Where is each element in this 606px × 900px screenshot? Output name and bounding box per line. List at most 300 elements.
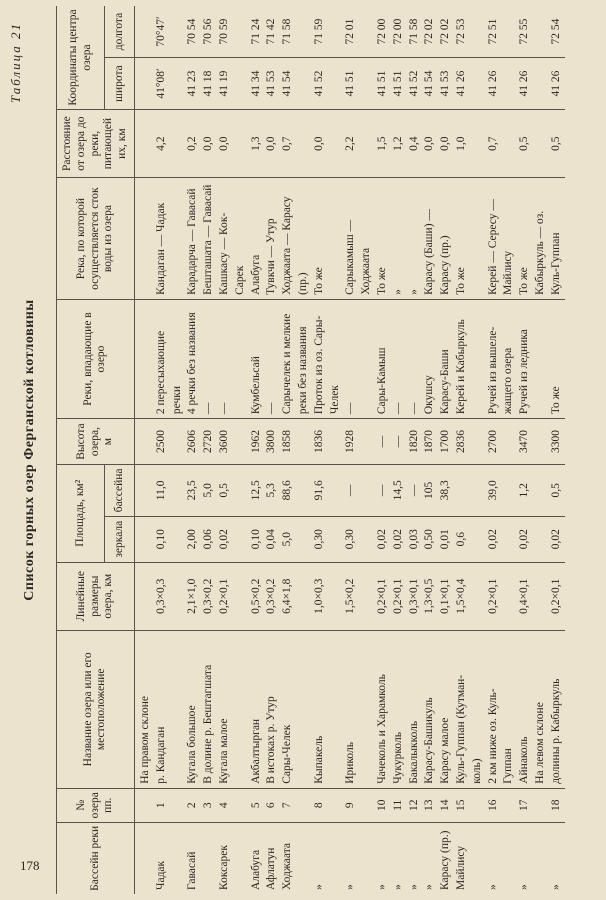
cell-height [296, 419, 312, 465]
cell-area-basin: 12,5 [249, 464, 265, 516]
cell-name: Кугала большое [185, 630, 201, 788]
cell-num: 18 [549, 788, 565, 822]
cell-name: Кыпакель [312, 630, 328, 788]
cell-basin: Майлису [454, 822, 470, 894]
cell-lat: 41 52 [407, 58, 423, 110]
cell-basin [533, 822, 549, 894]
cell-size [470, 562, 486, 630]
cell-lon [296, 6, 312, 58]
table-row [375, 6, 391, 894]
header-basin: Бассейн реки [57, 822, 135, 894]
cell-lon: 70°47′ [154, 6, 170, 58]
cell-inflow: — [407, 299, 423, 418]
cell-lat: 41 26 [549, 58, 565, 110]
cell-outflow: То же [517, 178, 533, 300]
cell-basin [201, 822, 217, 894]
cell-outflow: Сарек [233, 178, 249, 300]
cell-distance: 1,5 [375, 110, 391, 178]
cell-name: Айнаколь [517, 630, 533, 788]
cell-outflow: Кашкасу — Кок- [217, 178, 233, 300]
cell-basin: » [549, 822, 565, 894]
cell-distance [501, 110, 517, 178]
cell-size [233, 562, 249, 630]
table-title: Список горных озер Ферганской котловины [22, 299, 37, 601]
cell-lon: 72 01 [343, 6, 359, 58]
cell-area-mirror [470, 516, 486, 562]
table-row [154, 6, 170, 894]
cell-lon: 71 24 [249, 6, 265, 58]
cell-basin: » [375, 822, 391, 894]
cell-size: 0,2×0,1 [217, 562, 233, 630]
cell-num: 8 [312, 788, 328, 822]
table-row [438, 6, 454, 894]
cell-inflow: Сарычелек и мелкие [280, 299, 296, 418]
cell-num: 11 [391, 788, 407, 822]
cell-distance: 0,0 [438, 110, 454, 178]
cell-name: Ириколь [343, 630, 359, 788]
cell-height: 2500 [154, 419, 170, 465]
cell-distance: 0,0 [201, 110, 217, 178]
cell-size: 0,2×0,1 [486, 562, 502, 630]
cell-outflow: (пр.) [296, 178, 312, 300]
cell-basin: » [407, 822, 423, 894]
cell-lat [501, 58, 517, 110]
cell-lat [134, 58, 153, 110]
cell-lat: 41 18 [201, 58, 217, 110]
cell-name [233, 630, 249, 788]
page-number: 178 [20, 858, 40, 873]
cell-outflow [328, 178, 344, 300]
cell-basin: » [422, 822, 438, 894]
cell-outflow: Майлису [501, 178, 517, 300]
cell-num [359, 788, 375, 822]
lakes-table [56, 6, 565, 894]
cell-area-basin: — [343, 464, 359, 516]
cell-area-mirror: 0,30 [343, 516, 359, 562]
cell-name: р. Кандаган [154, 630, 170, 788]
cell-basin: » [343, 822, 359, 894]
table-row [517, 6, 533, 894]
cell-area-basin: 5,0 [201, 464, 217, 516]
cell-size: 0,1×0,1 [438, 562, 454, 630]
table-row [233, 6, 249, 894]
table-row [134, 6, 153, 894]
cell-name [170, 630, 186, 788]
cell-lat: 41 51 [343, 58, 359, 110]
cell-area-mirror: 0,03 [407, 516, 423, 562]
cell-inflow [359, 299, 375, 418]
cell-lat: 41°08′ [154, 58, 170, 110]
cell-inflow: — [264, 299, 280, 418]
cell-area-mirror [501, 516, 517, 562]
table-row [501, 6, 517, 894]
cell-distance: 0,0 [312, 110, 328, 178]
cell-lon: 72 00 [391, 6, 407, 58]
cell-num [233, 788, 249, 822]
cell-inflow: Карасу-Баши [438, 299, 454, 418]
table-row [185, 6, 201, 894]
cell-inflow [470, 299, 486, 418]
cell-name: В истоках р. Утур [264, 630, 280, 788]
cell-name: Акбалтырган [249, 630, 265, 788]
cell-distance [170, 110, 186, 178]
header-lat: широта [105, 58, 135, 110]
cell-size: 2,1×1,0 [185, 562, 201, 630]
cell-basin [233, 822, 249, 894]
table-row [359, 6, 375, 894]
cell-area-basin: 0,5 [217, 464, 233, 516]
cell-size [533, 562, 549, 630]
cell-inflow: То же [549, 299, 565, 418]
cell-num: 12 [407, 788, 423, 822]
cell-lat: 41 51 [375, 58, 391, 110]
cell-inflow: Ручей из вышеле- [486, 299, 502, 418]
cell-num [533, 788, 549, 822]
cell-size [501, 562, 517, 630]
cell-size: 0,2×0,1 [375, 562, 391, 630]
cell-basin [470, 822, 486, 894]
cell-height [328, 419, 344, 465]
cell-area-basin: 1,2 [517, 464, 533, 516]
cell-outflow: Керей — Сересу — [486, 178, 502, 300]
cell-distance [359, 110, 375, 178]
cell-height [501, 419, 517, 465]
cell-height: 1858 [280, 419, 296, 465]
cell-num: 10 [375, 788, 391, 822]
cell-name: Куль-Гуппан (Кутман- [454, 630, 470, 788]
cell-inflow: Кумбельсай [249, 299, 265, 418]
cell-num: 3 [201, 788, 217, 822]
cell-basin: Чадак [154, 822, 170, 894]
header-area-mirror: зеркала [105, 516, 135, 562]
table-row [470, 6, 486, 894]
header-lon: долгота [105, 6, 135, 58]
cell-inflow: 4 речки без названия [185, 299, 201, 418]
table-row [249, 6, 265, 894]
header-area-basin: бассейна [105, 464, 135, 516]
cell-distance: 0,7 [486, 110, 502, 178]
cell-inflow: — [201, 299, 217, 418]
cell-lon: 72 02 [422, 6, 438, 58]
cell-lat: 41 26 [486, 58, 502, 110]
cell-lon: 70 59 [217, 6, 233, 58]
cell-size [328, 562, 344, 630]
cell-name: Кугала малое [217, 630, 233, 788]
cell-size: 0,4×0,1 [517, 562, 533, 630]
table-row [217, 6, 233, 894]
cell-area-mirror [134, 516, 153, 562]
cell-area-basin [533, 464, 549, 516]
cell-size: 0,2×0,1 [391, 562, 407, 630]
cell-name: долины р. Кабыркуль [549, 630, 565, 788]
table-row [296, 6, 312, 894]
cell-lat: 41 26 [517, 58, 533, 110]
cell-num [134, 788, 153, 822]
cell-lat: 41 53 [438, 58, 454, 110]
cell-name: коль) [470, 630, 486, 788]
cell-lon: 70 54 [185, 6, 201, 58]
cell-area-basin: 88,6 [280, 464, 296, 516]
cell-distance: 1,3 [249, 110, 265, 178]
cell-distance: 0,0 [264, 110, 280, 178]
cell-inflow: 2 пересыхающие [154, 299, 170, 418]
cell-inflow: — [217, 299, 233, 418]
cell-num: 7 [280, 788, 296, 822]
cell-num: 9 [343, 788, 359, 822]
header-height: Высота озера, м [57, 419, 135, 465]
cell-basin: » [486, 822, 502, 894]
cell-num: 13 [422, 788, 438, 822]
cell-inflow: Проток из оз. Сары- [312, 299, 328, 418]
cell-name [296, 630, 312, 788]
cell-area-basin: 5,3 [264, 464, 280, 516]
cell-basin [170, 822, 186, 894]
cell-lon [328, 6, 344, 58]
cell-lat: 41 53 [264, 58, 280, 110]
cell-lon [134, 6, 153, 58]
cell-lat [470, 58, 486, 110]
cell-name: Чукурколь [391, 630, 407, 788]
cell-lat: 41 26 [454, 58, 470, 110]
cell-size: 6,4×1,8 [280, 562, 296, 630]
table-header [57, 6, 135, 894]
cell-size [170, 562, 186, 630]
cell-size: 0,3×0,1 [407, 562, 423, 630]
cell-outflow: Ходжаата — Карасу [280, 178, 296, 300]
cell-area-basin [134, 464, 153, 516]
cell-height: 3600 [217, 419, 233, 465]
cell-height: 2836 [454, 419, 470, 465]
cell-outflow: » [407, 178, 423, 300]
cell-lon: 72 02 [438, 6, 454, 58]
cell-height: 3470 [517, 419, 533, 465]
cell-distance [296, 110, 312, 178]
cell-area-mirror [296, 516, 312, 562]
cell-lon: 72 53 [454, 6, 470, 58]
cell-basin: Гавасай [185, 822, 201, 894]
cell-name: В долине р. Бештагшата [201, 630, 217, 788]
cell-distance: 0,4 [407, 110, 423, 178]
cell-distance: 1,0 [454, 110, 470, 178]
cell-distance [533, 110, 549, 178]
cell-num: 1 [154, 788, 170, 822]
table-row [486, 6, 502, 894]
cell-lon [501, 6, 517, 58]
cell-lon: 71 59 [312, 6, 328, 58]
cell-distance [134, 110, 153, 178]
cell-outflow [470, 178, 486, 300]
table-row [312, 6, 328, 894]
cell-lon [470, 6, 486, 58]
cell-height: 1962 [249, 419, 265, 465]
cell-lat: 41 34 [249, 58, 265, 110]
cell-inflow: — [343, 299, 359, 418]
cell-distance: 0,5 [517, 110, 533, 178]
cell-lat [533, 58, 549, 110]
cell-lon [359, 6, 375, 58]
cell-size: 0,3×0,2 [201, 562, 217, 630]
cell-name: Карасу малое [438, 630, 454, 788]
cell-num: 4 [217, 788, 233, 822]
cell-outflow: То же [454, 178, 470, 300]
cell-outflow: Кабыркуль — оз. [533, 178, 549, 300]
cell-area-basin: 38,3 [438, 464, 454, 516]
cell-num: 2 [185, 788, 201, 822]
cell-area-mirror: 0,30 [312, 516, 328, 562]
cell-area-basin: — [407, 464, 423, 516]
cell-inflow: Челек [328, 299, 344, 418]
cell-basin [359, 822, 375, 894]
cell-distance [233, 110, 249, 178]
cell-name: Карасу-Башикуль [422, 630, 438, 788]
cell-area-basin: 11,0 [154, 464, 170, 516]
header-outflow: Река, по которой осуществляется сток воды из озера [57, 178, 135, 300]
cell-basin [296, 822, 312, 894]
cell-name: Бакалыкколь [407, 630, 423, 788]
cell-area-mirror [233, 516, 249, 562]
cell-height [470, 419, 486, 465]
cell-size: 0,2×0,1 [549, 562, 565, 630]
cell-height: 2606 [185, 419, 201, 465]
cell-height [170, 419, 186, 465]
cell-inflow: — [391, 299, 407, 418]
cell-distance [328, 110, 344, 178]
cell-num: 15 [454, 788, 470, 822]
cell-basin: » [517, 822, 533, 894]
cell-distance: 4,2 [154, 110, 170, 178]
cell-area-mirror: 0,02 [375, 516, 391, 562]
cell-lat [233, 58, 249, 110]
cell-distance: 0,0 [217, 110, 233, 178]
table-row [454, 6, 470, 894]
header-inflow: Реки, впадающие в озеро [57, 299, 135, 418]
cell-area-mirror: 5,0 [280, 516, 296, 562]
cell-size: 1,0×0,3 [312, 562, 328, 630]
cell-inflow: реки без названия [296, 299, 312, 418]
cell-area-mirror: 0,02 [217, 516, 233, 562]
cell-lon: 72 54 [549, 6, 565, 58]
cell-basin: » [312, 822, 328, 894]
table-row [201, 6, 217, 894]
cell-area-mirror: 0,02 [391, 516, 407, 562]
cell-num: 16 [486, 788, 502, 822]
table-row [170, 6, 186, 894]
table-number: Таблица 21 [8, 22, 23, 104]
cell-name: 2 км ниже оз. Куль- [486, 630, 502, 788]
cell-num: 6 [264, 788, 280, 822]
cell-distance: 0,7 [280, 110, 296, 178]
cell-area-basin: — [375, 464, 391, 516]
cell-basin [501, 822, 517, 894]
cell-num: 14 [438, 788, 454, 822]
cell-size: 0,3×0,3 [154, 562, 170, 630]
cell-lat: 41 54 [422, 58, 438, 110]
cell-area-mirror: 0,02 [517, 516, 533, 562]
cell-inflow: Сары-Камыш [375, 299, 391, 418]
cell-name: Сары-Челек [280, 630, 296, 788]
cell-name: Гуппан [501, 630, 517, 788]
cell-size: 1,5×0,4 [454, 562, 470, 630]
cell-area-basin [328, 464, 344, 516]
cell-num: 17 [517, 788, 533, 822]
cell-lon [170, 6, 186, 58]
cell-name: На правом склоне [134, 630, 153, 788]
cell-lon: 72 55 [517, 6, 533, 58]
cell-basin: Афлатун [264, 822, 280, 894]
cell-outflow: Карасу (Баши) — [422, 178, 438, 300]
cell-lon: 72 51 [486, 6, 502, 58]
cell-area-basin: 23,5 [185, 464, 201, 516]
header-name: Название озера или его местоположение [57, 630, 135, 788]
cell-outflow: Куль-Гуппан [549, 178, 565, 300]
cell-height: 3800 [264, 419, 280, 465]
cell-inflow [233, 299, 249, 418]
cell-height [359, 419, 375, 465]
cell-size: 1,5×0,2 [343, 562, 359, 630]
cell-height: 1700 [438, 419, 454, 465]
cell-outflow [170, 178, 186, 300]
cell-height: — [391, 419, 407, 465]
cell-name [328, 630, 344, 788]
cell-outflow: Алабуга [249, 178, 265, 300]
cell-area-basin [233, 464, 249, 516]
cell-area-basin [454, 464, 470, 516]
cell-area-basin [296, 464, 312, 516]
cell-area-mirror: 0,10 [249, 516, 265, 562]
cell-distance: 0,5 [549, 110, 565, 178]
cell-num [296, 788, 312, 822]
cell-inflow: Ручей из ледника [517, 299, 533, 418]
cell-height: 1836 [312, 419, 328, 465]
cell-size [134, 562, 153, 630]
cell-size: 0,3×0,2 [264, 562, 280, 630]
cell-height: 1870 [422, 419, 438, 465]
table-row [343, 6, 359, 894]
cell-height [533, 419, 549, 465]
cell-area-basin: 0,5 [549, 464, 565, 516]
cell-height: 1928 [343, 419, 359, 465]
cell-lat: 41 19 [217, 58, 233, 110]
cell-basin: Коксарек [217, 822, 233, 894]
cell-area-mirror: 0,04 [264, 516, 280, 562]
cell-area-mirror [359, 516, 375, 562]
cell-area-basin [359, 464, 375, 516]
cell-outflow: Тувкчи — Утур [264, 178, 280, 300]
header-coords: Координаты центра озера [57, 6, 105, 110]
cell-height [233, 419, 249, 465]
cell-area-mirror: 0,06 [201, 516, 217, 562]
cell-lat [359, 58, 375, 110]
cell-outflow: Бешташата — Гавасай [201, 178, 217, 300]
cell-inflow: Керей и Кабыркуль [454, 299, 470, 418]
cell-lon: 71 58 [407, 6, 423, 58]
cell-distance: 1,2 [391, 110, 407, 178]
cell-lon: 71 42 [264, 6, 280, 58]
cell-lat [170, 58, 186, 110]
header-distance: Расстояние от озера до реки, питающей их, км [57, 110, 135, 178]
table-row [328, 6, 344, 894]
header-num: № озера пп. [57, 788, 135, 822]
cell-size: 1,3×0,5 [422, 562, 438, 630]
cell-area-basin [470, 464, 486, 516]
cell-lat: 41 54 [280, 58, 296, 110]
cell-num [501, 788, 517, 822]
cell-name: Чачеколь и Харамколь [375, 630, 391, 788]
cell-height: 2720 [201, 419, 217, 465]
cell-outflow: Карасу (пр.) [438, 178, 454, 300]
cell-lon [533, 6, 549, 58]
cell-area-mirror: 0,02 [549, 516, 565, 562]
